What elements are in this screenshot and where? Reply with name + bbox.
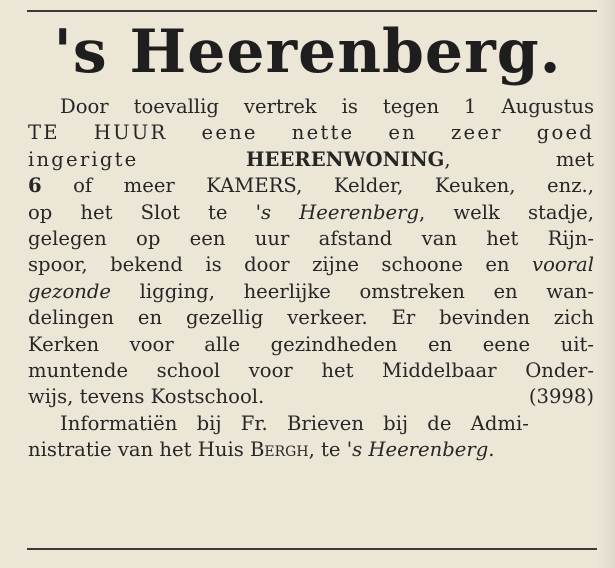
body-line-3-end: , met: [444, 147, 594, 171]
paper-edge-shade: [597, 0, 615, 568]
body-line-7: [28, 252, 594, 278]
body-line-3: [28, 147, 594, 173]
ad-body: [28, 94, 594, 463]
body-line-12: [28, 384, 594, 410]
heerenwoning-text: HEERENWONING: [246, 147, 445, 171]
body-line-4: [28, 173, 594, 199]
vooral-italic: vooral: [532, 253, 594, 277]
body-line-14-end: .: [488, 438, 495, 462]
body-line-11: muntende school voor het Middelbaar Onder-: [28, 358, 594, 382]
body-line-3-start: ingerigte: [28, 147, 247, 171]
place-name-italic-2: 's Heerenberg: [346, 438, 489, 462]
ad-title: 's Heerenberg.: [53, 17, 562, 87]
body-line-13: Informatiën bij Fr. Brieven bij de Admi-: [60, 411, 529, 435]
body-line-2: [28, 120, 594, 146]
body-line-9: delingen en gezellig verkeer. Er bevinden zich: [28, 306, 594, 330]
body-line-8-rest: ligging, heerlijke omstreken en wan-: [111, 279, 594, 303]
body-line-5-end: , welk stadje,: [419, 200, 595, 224]
body-line-10: Kerken voor alle gezindheden en eene uit-: [28, 332, 594, 356]
body-line-5-start: op het Slot te: [28, 200, 256, 224]
ad-reference-number: (3998): [528, 385, 594, 409]
bergh-smallcaps: Bergh: [250, 438, 309, 462]
room-count: 6: [28, 174, 42, 198]
place-name-italic: 's Heerenberg: [255, 200, 420, 224]
body-line-7-start: spoor, bekend is door zijne schoone en: [28, 253, 533, 277]
body-line-5: [28, 200, 594, 226]
body-line-6: gelegen op een uur afstand van het Rijn-: [28, 226, 594, 250]
body-line-14-start: nistratie van het Huis: [28, 438, 250, 462]
body-line-1: Door toevallig vertrek is tegen 1 Augustus: [60, 95, 594, 118]
bottom-rule: [27, 548, 597, 550]
body-line-4-rest: of meer KAMERS, Kelder, Keuken, enz.,: [41, 174, 594, 198]
body-line-12-text: wijs, tevens Kostschool.: [28, 385, 265, 409]
body-line-14-mid: , te: [308, 438, 347, 462]
body-line-14: [28, 437, 594, 463]
te-huur-text: TE HUUR: [28, 121, 168, 145]
body-line-8: [28, 279, 594, 305]
body-line-2-rest: eene nette en zeer goed: [167, 121, 594, 145]
top-rule: [27, 10, 597, 12]
gezonde-italic: gezonde: [28, 279, 112, 303]
